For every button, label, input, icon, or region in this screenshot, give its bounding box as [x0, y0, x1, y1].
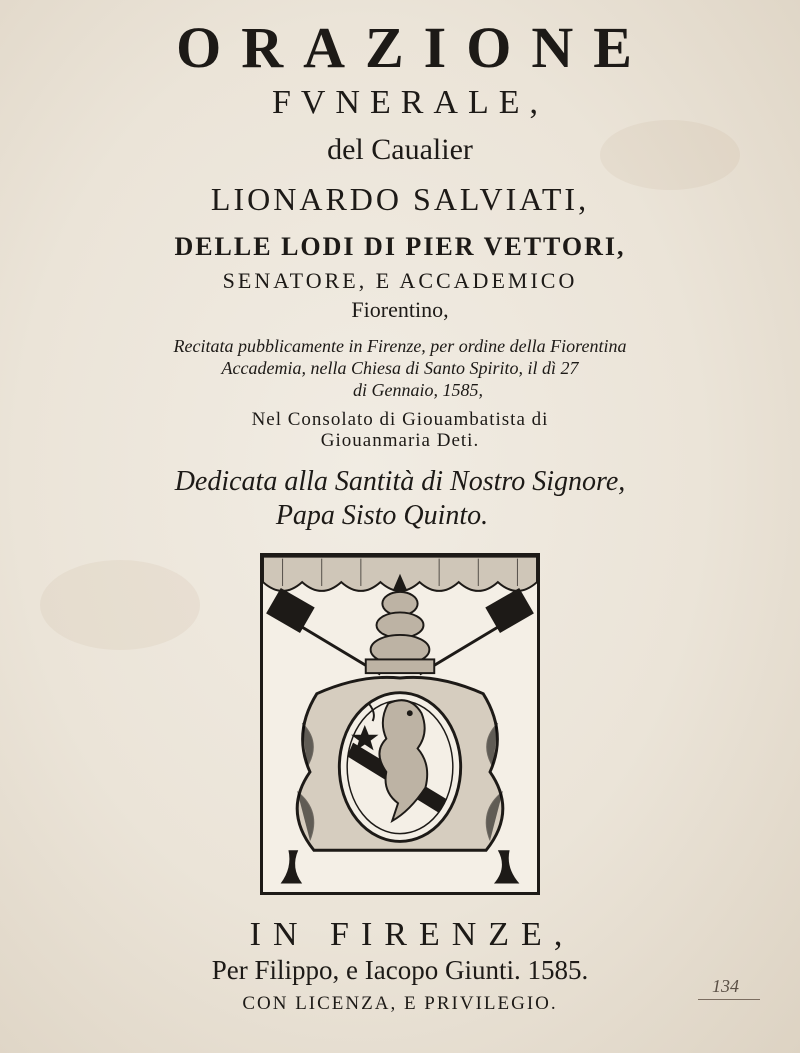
recitation-line-1: Recitata pubblicamente in Firenze, per ordine della Fiorentina [173, 336, 627, 356]
imprint-license: CON LICENZA, E PRIVILEGIO. [242, 993, 558, 1014]
dedication-line-2: Papa Sisto Quinto. [275, 500, 489, 531]
consulate-line-2: Giouanmaria Deti. [320, 430, 480, 451]
author-name: LIONARDO SALVIATI, [210, 181, 590, 217]
papal-coat-of-arms-icon [260, 553, 540, 895]
subject-line-3: Fiorentino, [351, 297, 449, 322]
paper-stain [40, 560, 200, 650]
imprint-publisher: Per Filippo, e Iacopo Giunti. 1585. [211, 955, 589, 985]
subject-line-1: DELLE LODI DI PIER VETTORI, [174, 232, 626, 261]
title-line-1: ORAZIONE [176, 15, 652, 80]
subject-line-2: SENATORE, E ACCADEMICO [222, 268, 578, 293]
author-prefix: del Caualier [327, 133, 473, 166]
recitation-line-2: Accademia, nella Chiesa di Santo Spirito, il dì 27 [221, 358, 579, 378]
handwritten-shelfmark: 134 [712, 976, 739, 996]
dedication-line-1: Dedicata alla Santità di Nostro Signore, [174, 466, 626, 497]
imprint-city: IN FIRENZE, [249, 916, 575, 953]
shelfmark-underline [698, 999, 760, 1000]
title-line-2: FVNERALE, [271, 84, 549, 121]
recitation-line-3: di Gennaio, 1585, [353, 380, 483, 400]
consulate-line-1: Nel Consolato di Giouambatista di [251, 409, 549, 430]
